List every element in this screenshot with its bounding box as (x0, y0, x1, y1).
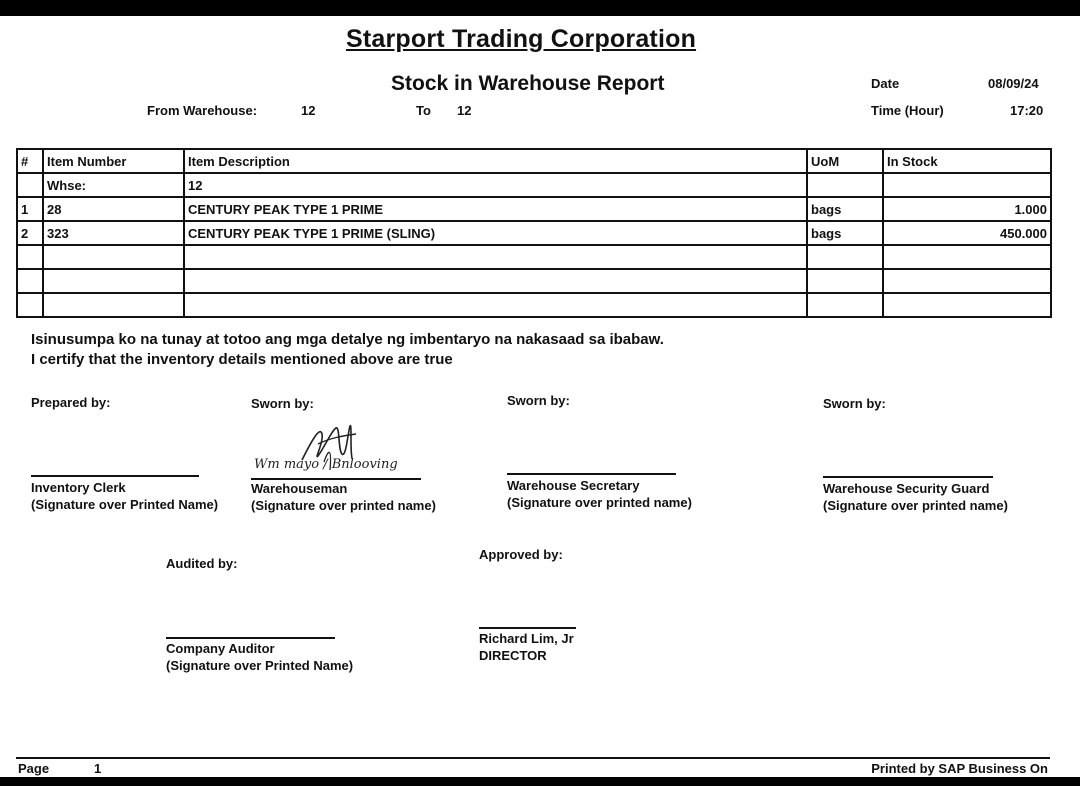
auditor-role: Company Auditor (166, 641, 275, 656)
auditor-note: (Signature over Printed Name) (166, 658, 354, 673)
warehouseman-note: (Signature over printed name) (251, 498, 436, 513)
report-title: Stock in Warehouse Report (391, 72, 665, 95)
approver-signature-line (479, 627, 576, 629)
warehouseman-role: Warehouseman (251, 481, 348, 496)
date-value: 08/09/24 (988, 76, 1039, 91)
secretary-signature-line (507, 473, 676, 475)
approver-title: DIRECTOR (479, 648, 547, 663)
stock-table (16, 148, 1052, 318)
to-warehouse-label: To (416, 103, 431, 118)
auditor-signature-line (166, 637, 335, 639)
item-in-stock: 1.000 (883, 197, 1051, 221)
empty-row (17, 293, 1051, 317)
guard-note: (Signature over printed name) (823, 498, 1008, 513)
from-warehouse-value: 12 (301, 103, 316, 118)
column-header-uom: UoM (807, 149, 883, 173)
column-header-description: Item Description (184, 149, 807, 173)
certification-tagalog: Isinusumpa ko na tunay at totoo ang mga detalye ng imbentaryo na nakasaad sa ibabaw. (31, 331, 664, 348)
sworn-by-secretary-label: Sworn by: (507, 393, 570, 408)
secretary-note: (Signature over printed name) (507, 495, 692, 510)
footer-divider (16, 757, 1050, 759)
prepared-by-note: (Signature over Printed Name) (31, 497, 219, 512)
guard-role: Warehouse Security Guard (823, 481, 990, 496)
table-row (17, 197, 1051, 221)
to-warehouse-value: 12 (457, 103, 472, 118)
signature-text: Wm mayo / Bnlooving (254, 457, 398, 472)
printed-by: Printed by SAP Business On (871, 761, 1048, 776)
row-number: 1 (17, 197, 43, 221)
approver-name: Richard Lim, Jr (479, 631, 574, 646)
item-number: 323 (43, 221, 184, 245)
secretary-role: Warehouse Secretary (507, 478, 640, 493)
handwritten-signature (252, 420, 422, 478)
whse-value: 12 (184, 173, 807, 197)
company-name: Starport Trading Corporation (346, 25, 697, 53)
prepared-by-signature-line (31, 475, 199, 477)
prepared-by-role: Inventory Clerk (31, 480, 126, 495)
empty-row (17, 245, 1051, 269)
column-header-number: # (17, 149, 43, 173)
from-warehouse-label: From Warehouse: (147, 103, 258, 118)
approved-by-label: Approved by: (479, 547, 563, 562)
bottom-border-bar (0, 777, 1080, 786)
guard-signature-line (823, 476, 993, 478)
warehouse-group-row (17, 173, 1051, 197)
certification-english: I certify that the inventory details mentioned above are true (31, 351, 453, 368)
page-number: 1 (94, 761, 102, 776)
table-row (17, 221, 1051, 245)
time-label: Time (Hour) (871, 103, 944, 118)
date-label: Date (871, 76, 900, 91)
audited-by-label: Audited by: (166, 556, 238, 571)
page-label: Page (18, 761, 50, 776)
empty-row (17, 269, 1051, 293)
sworn-by-warehouseman-label: Sworn by: (251, 396, 314, 411)
prepared-by-label: Prepared by: (31, 395, 111, 410)
item-uom: bags (807, 221, 883, 245)
table-header-row (17, 149, 1051, 173)
row-number: 2 (17, 221, 43, 245)
item-in-stock: 450.000 (883, 221, 1051, 245)
sworn-by-guard-label: Sworn by: (823, 396, 886, 411)
item-uom: bags (807, 197, 883, 221)
item-number: 28 (43, 197, 184, 221)
item-description: CENTURY PEAK TYPE 1 PRIME (184, 197, 807, 221)
whse-label: Whse: (43, 173, 184, 197)
item-description: CENTURY PEAK TYPE 1 PRIME (SLING) (184, 221, 807, 245)
time-value: 17:20 (1010, 103, 1044, 118)
column-header-item-number: Item Number (43, 149, 184, 173)
top-border-bar (0, 0, 1080, 16)
column-header-in-stock: In Stock (883, 149, 1051, 173)
